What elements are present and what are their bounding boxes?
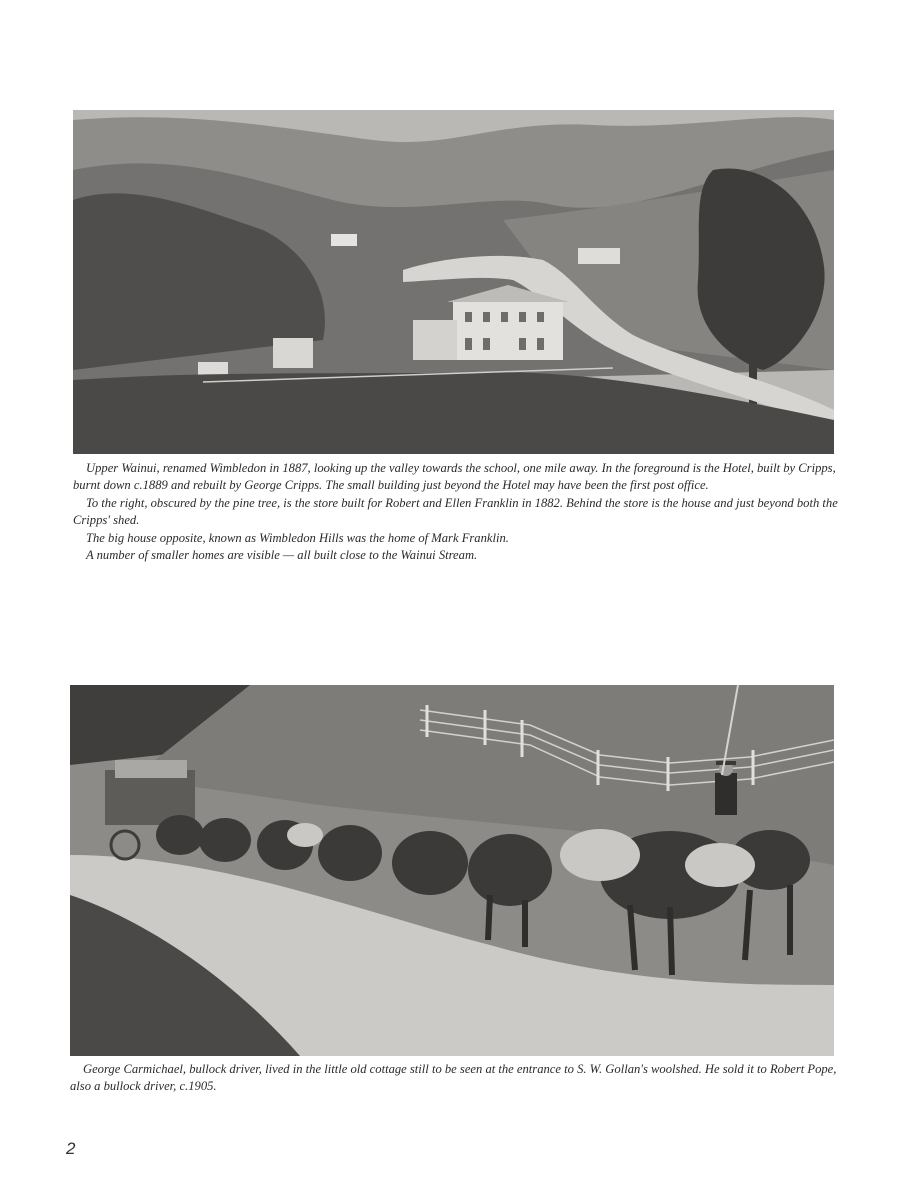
caption-upper-wainui-paragraph-2: To the right, obscured by the pine tree, is the store built for Robert and Ellen Franklin in 1882. Behind the store is the house and just beyond both the Cripps' shed. [73, 495, 838, 528]
photo-upper-wainui [73, 110, 834, 454]
caption-bullock-team-paragraph-1: George Carmichael, bullock driver, lived in the little old cottage still to be seen at the entrance to S. W. Gollan's woolshed. He sold it to Robert Pope, also a bullock driver, c.1905. [70, 1062, 837, 1094]
caption-bullock-team [70, 1061, 846, 1096]
caption-upper-wainui-paragraph-1: Upper Wainui, renamed Wimbledon in 1887, looking up the valley towards the school, one mile away. In the foreground is the Hotel, built by Cripps, burnt down c.1889 and rebuilt by George Cripps. The small building just beyond the Hotel may have been the first post office. [73, 461, 836, 493]
caption-upper-wainui-paragraph-4: A number of smaller homes are visible — all built close to the Wainui Stream. [86, 548, 478, 563]
photo-upper-wainui-image [73, 110, 834, 454]
photo-bullock-team-image [70, 685, 834, 1056]
caption-upper-wainui [73, 460, 843, 564]
caption-upper-wainui-paragraph-3: The big house opposite, known as Wimbledon Hills was the home of Mark Franklin. [86, 530, 509, 545]
photo-bullock-team [70, 685, 834, 1056]
page-number: 2 [66, 1139, 76, 1158]
